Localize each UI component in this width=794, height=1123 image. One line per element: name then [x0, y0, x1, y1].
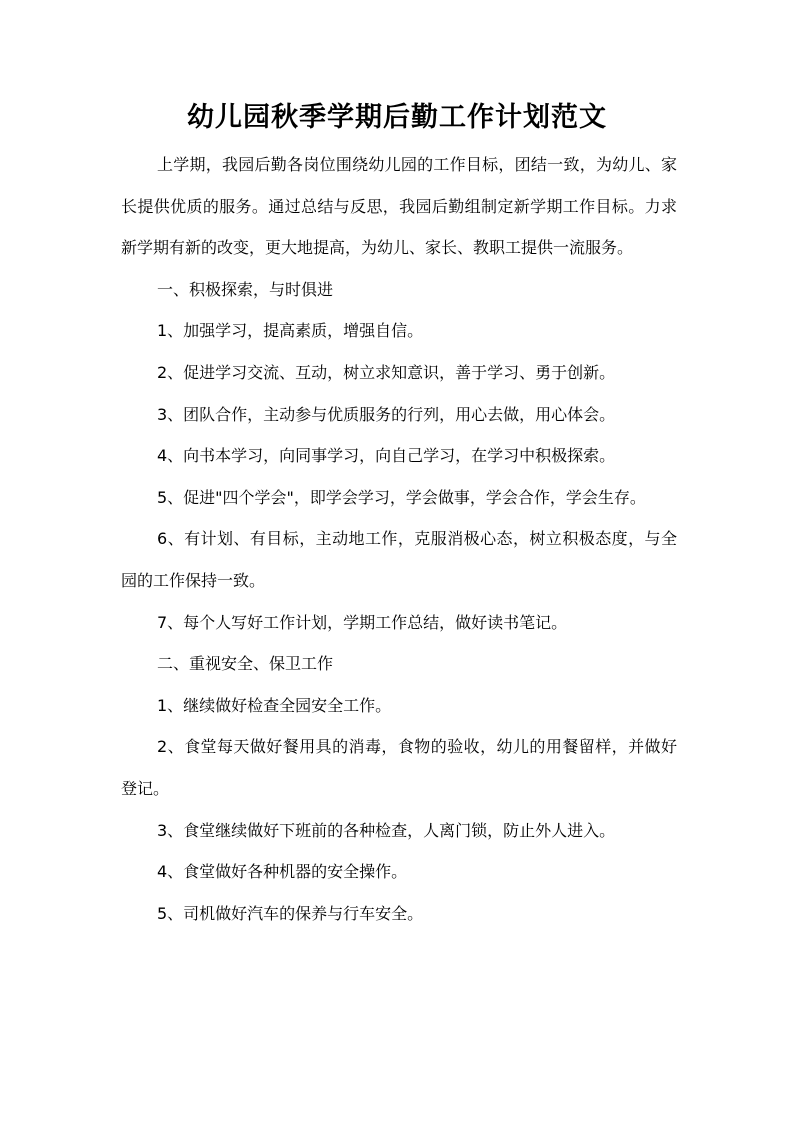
list-item: 1、加强学习，提高素质，增强自信。: [157, 321, 424, 341]
list-item: 4、向书本学习，向同事学习，向自己学习，在学习中积极探索。: [157, 446, 616, 466]
list-item: 1、继续做好检查全园安全工作。: [157, 695, 392, 715]
section-heading-2: 二、重视安全、保卫工作: [157, 654, 334, 674]
list-item: 6、有计划、有目标，主动地工作，克服消极心态，树立积极态度，与全园的工作保持一致。: [121, 529, 677, 590]
list-item: 2、食堂每天做好餐用具的消毒，食物的验收，幼儿的用餐留样，并做好登记。: [121, 737, 677, 798]
list-item: 5、促进"四个学会"，即学会学习，学会做事，学会合作，学会生存。: [157, 487, 646, 507]
document-title: 幼儿园秋季学期后勤工作计划范文: [187, 102, 607, 133]
document-body: [121, 144, 677, 934]
list-item: 4、食堂做好各种机器的安全操作。: [157, 862, 408, 882]
list-item: 3、团队合作，主动参与优质服务的行列，用心去做，用心体会。: [157, 404, 616, 424]
intro-paragraph: 上学期，我园后勤各岗位围绕幼儿园的工作目标，团结一致，为幼儿、家长提供优质的服务。通过总结与反思，我园后勤组制定新学期工作目标。力求新学期有新的改变，更大地提高，为幼儿、家长、教职工提供一流服务。: [121, 155, 677, 258]
section-heading-1: 一、积极探索，与时俱进: [157, 279, 334, 299]
list-item: 7、每个人写好工作计划，学期工作总结，做好读书笔记。: [157, 612, 568, 632]
list-item: 2、促进学习交流、互动，树立求知意识，善于学习、勇于创新。: [157, 362, 616, 382]
list-item: 3、食堂继续做好下班前的各种检查，人离门锁，防止外人进入。: [157, 820, 616, 840]
list-item: 5、司机做好汽车的保养与行车安全。: [157, 903, 424, 923]
